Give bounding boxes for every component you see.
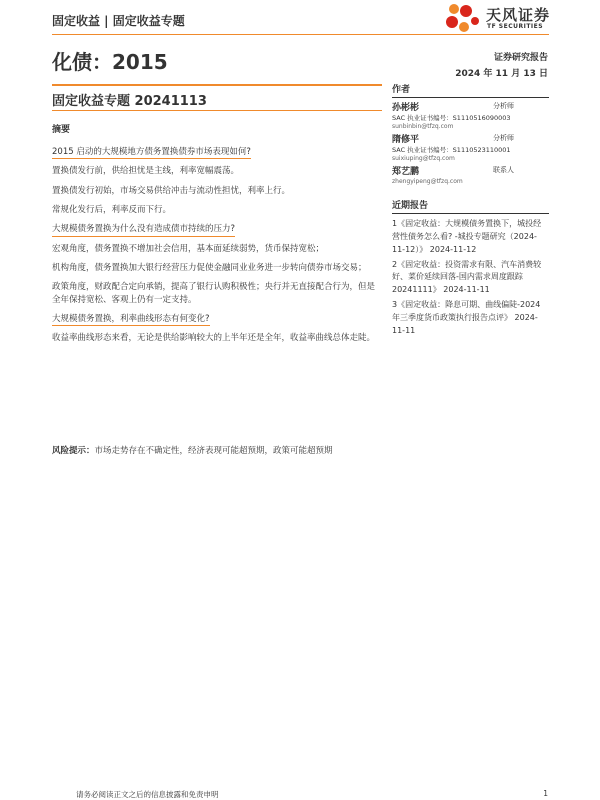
header-divider [52,34,549,35]
abstract-paragraph: 置换债发行初始，市场交易供给冲击与流动性担忧，利率上行。 [52,185,291,196]
risk-label: 风险提示： [52,446,95,456]
report-subtitle: 固定收益专题 20241113 [52,94,207,109]
author-email[interactable]: suixiuping@tfzq.com [392,154,455,162]
page-title: 化债：2015 [52,50,168,74]
abstract-block-2 [52,223,382,306]
logo-subtext: TF SECURITIES [487,23,544,30]
author-email[interactable]: sunbinbin@tfzq.com [392,122,454,130]
abstract-section [52,124,382,351]
abstract-block-3 [52,313,382,345]
author-entry [392,134,549,163]
author-name: 隋修平 [392,135,420,145]
risk-warning [52,445,382,458]
abstract-block-1 [52,146,382,216]
author-name: 孙彬彬 [392,103,420,113]
author-cert: SAC 执业证书编号：S1110516090003 [392,114,511,123]
author-entry [392,166,549,186]
report-category: 固定收益 | 固定收益专题 [52,14,185,28]
abstract-paragraph: 收益率曲线形态来看，无论是供给影响较大的上半年还是全年，收益率曲线总体走陡。 [52,333,376,344]
abstract-paragraph: 政策角度，财政配合定向承销，提高了银行认购积极性；央行并无直接配合行为，但是全年保持宽松、客观上仍有一定支持。 [52,282,376,305]
page-number: 1 [543,789,548,798]
logo-mark-icon [444,2,484,36]
abstract-paragraph: 常规化发行后，利率反而下行。 [52,204,172,215]
authors-heading: 作者 [392,82,549,98]
author-email[interactable]: zhengyipeng@tfzq.com [392,178,463,186]
footer-disclaimer: 请务必阅读正文之后的信息披露和免责申明 [76,790,219,799]
abstract-question: 2015 启动的大规模地方债务置换债券市场表现如何? [52,146,251,159]
recent-report-item[interactable]: 1《固定收益：大规模债务置换下，城投经营性债务怎么看? -城投专题研究（2024-11-12）》 2024-11-12 [392,219,542,254]
risk-text: 市场走势存在不确定性，经济表现可能超预期，政策可能超预期 [94,446,333,456]
author-name: 郑艺鹏 [392,167,420,177]
author-role: 分析师 [493,102,514,110]
author-role: 分析师 [493,134,514,142]
abstract-paragraph: 机构角度，债务置换加大银行经营压力促使金融同业业务进一步转向债券市场交易； [52,262,367,273]
recent-report-item[interactable]: 3《固定收益：降息可期、曲线偏陡-2024 年三季度货币政策执行报告点评》 2024-11-11 [392,300,541,335]
abstract-paragraph: 置换债发行前，供给担忧是主线，利率宽幅震荡。 [52,166,240,177]
recent-report-item[interactable]: 2《固定收益：投资需求有限、汽车消费较好、菜价延续回落-国内需求周度跟踪 20241111》 2024-11-11 [392,259,542,295]
abstract-question: 大规模债务置换，利率曲线形态有何变化? [52,313,210,326]
abstract-paragraph: 宏观角度，债务置换不增加社会信用，基本面延续弱势，货币保持宽松； [52,243,325,254]
author-cert: SAC 执业证书编号：S1110523110001 [392,146,511,155]
title-divider [52,84,382,86]
report-date: 2024 年 11 月 13 日 [455,69,548,79]
abstract-question: 大规模债务置换为什么没有造成债市持续的压力? [52,223,235,236]
sidebar [392,82,549,339]
company-logo [444,2,564,36]
subtitle-divider [52,110,382,111]
abstract-heading: 摘要 [52,125,71,135]
recent-reports [392,198,549,337]
author-role: 联系人 [493,166,514,174]
recent-reports-heading: 近期报告 [392,198,549,214]
author-entry [392,102,549,131]
logo-text: 天风证券 [486,6,551,24]
report-type: 证券研究报告 [493,53,548,63]
